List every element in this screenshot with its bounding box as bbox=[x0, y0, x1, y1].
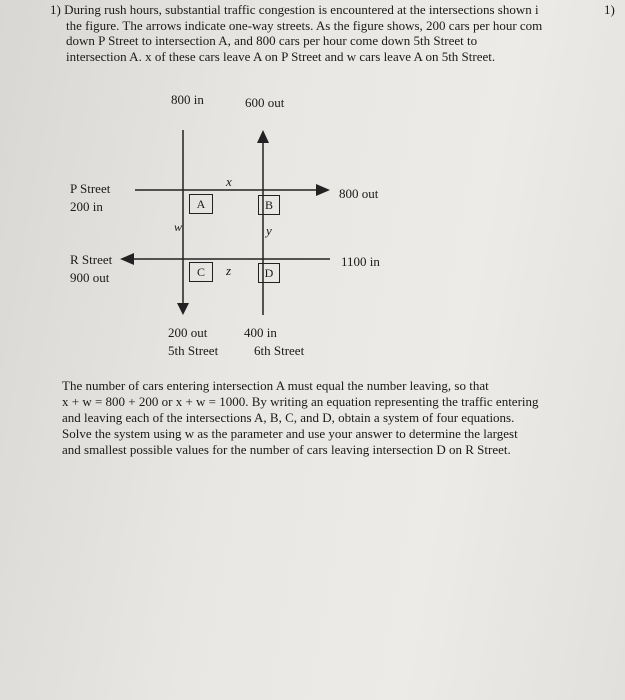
label-r-street: R Street bbox=[70, 252, 113, 267]
label-5th-street: 5th Street bbox=[168, 343, 219, 358]
label-p-street: P Street bbox=[70, 181, 111, 196]
label-z: z bbox=[226, 263, 232, 278]
body-line: and leaving each of the intersections A, B, C, and D, obtain a system of four equations. bbox=[62, 410, 515, 425]
label-400-in: 400 in bbox=[244, 325, 277, 340]
body-line: The number of cars entering intersection A must equal the number leaving, so that bbox=[62, 378, 489, 393]
label-x: x bbox=[226, 174, 232, 189]
question-number-margin: 1) bbox=[604, 2, 615, 17]
intersection-d: D bbox=[258, 263, 280, 283]
arrow-right-icon bbox=[316, 184, 330, 196]
label-600-out: 600 out bbox=[245, 95, 285, 110]
label-w: w bbox=[174, 220, 183, 234]
label-1100-in: 1100 in bbox=[341, 254, 380, 269]
label-y: y bbox=[266, 223, 272, 238]
body-line: Solve the system using w as the parameter and use your answer to determine the largest bbox=[62, 426, 518, 441]
arrow-up-icon bbox=[257, 130, 269, 143]
body-line: x + w = 800 + 200 or x + w = 1000. By writing an equation representing the traffic entering bbox=[62, 394, 539, 409]
question-line: down P Street to intersection A, and 800 cars per hour come down 5th Street to bbox=[66, 33, 478, 48]
label-800-in: 800 in bbox=[171, 92, 204, 107]
intersection-a: A bbox=[189, 194, 213, 214]
body-line: and smallest possible values for the number of cars leaving intersection D on R Street. bbox=[62, 442, 511, 457]
intersection-c: C bbox=[189, 262, 213, 282]
question-line: the figure. The arrows indicate one-way streets. As the figure shows, 200 cars per hour com bbox=[66, 17, 543, 33]
intersection-b: B bbox=[258, 195, 280, 215]
arrow-down-icon bbox=[177, 303, 189, 315]
label-200-in: 200 in bbox=[70, 199, 103, 214]
problem-body bbox=[62, 378, 607, 458]
label-900-out: 900 out bbox=[70, 270, 110, 285]
label-6th-street: 6th Street bbox=[254, 343, 305, 358]
label-800-out: 800 out bbox=[339, 186, 379, 201]
question-line: intersection A. x of these cars leave A on P Street and w cars leave A on 5th Street. bbox=[66, 48, 496, 64]
arrow-left-icon bbox=[120, 253, 134, 265]
label-200-out: 200 out bbox=[168, 325, 208, 340]
question-line: 1) During rush hours, substantial traffic congestion is encountered at the intersections shown i bbox=[50, 2, 539, 17]
